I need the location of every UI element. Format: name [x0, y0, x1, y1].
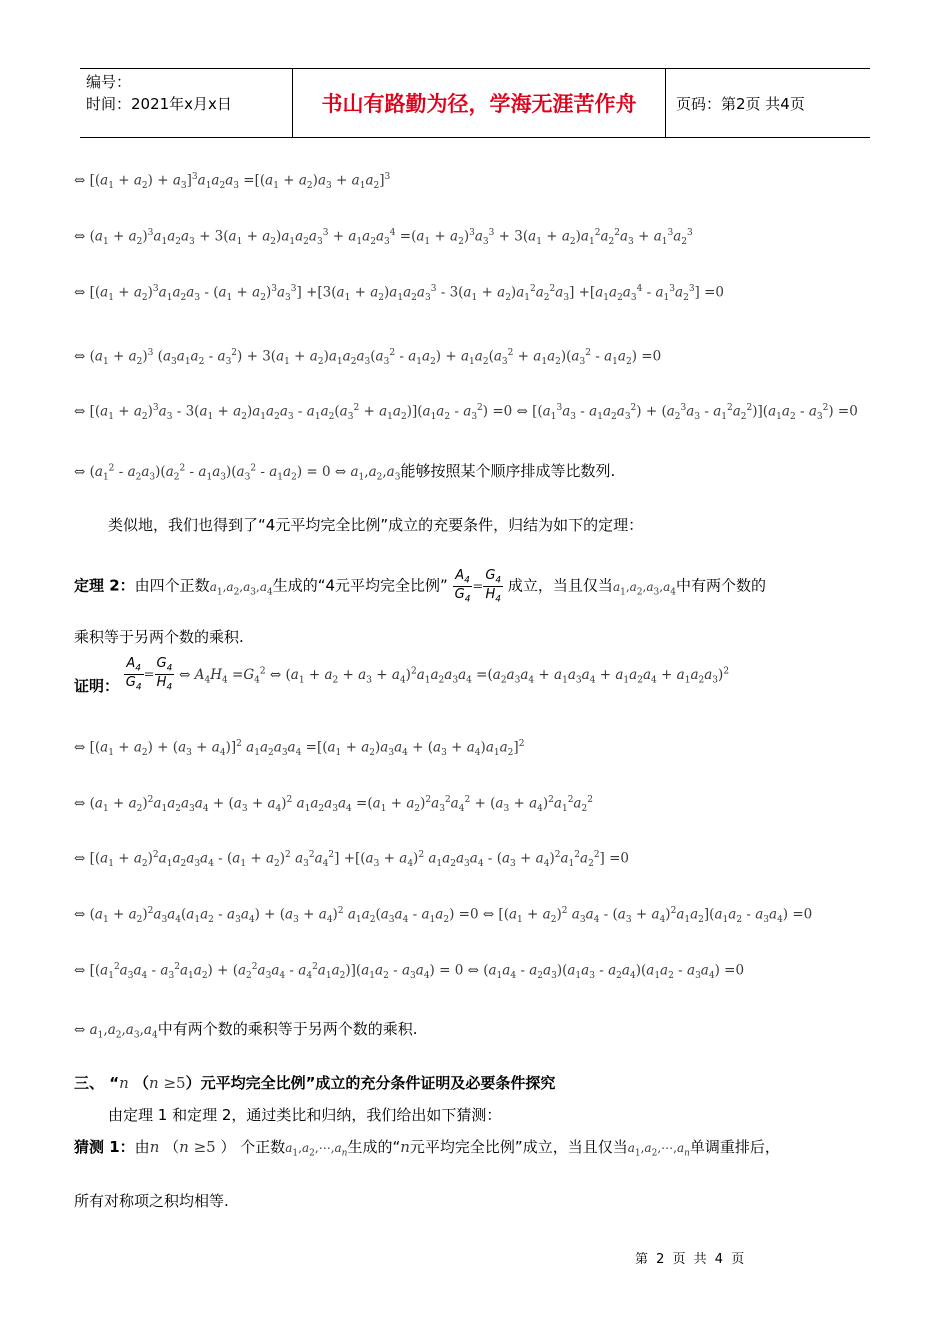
page-footer: 第 2 页 共 4 页	[635, 1252, 747, 1267]
conclusion-tail: 中有两个数的乘积等于另两个数的乘积.	[157, 1020, 418, 1038]
equation-line-3: ⇔ $[(a_1 + a_2)^3a_1a_2a_3 - (a_1 + a_2)^3a_3^3] +[3(a_1 + a_2)a_1a_2a_3^3 - 3(a_1 + a_2)a_1^2a_2^2a_3] +[a_1a_2a_3^4 - a_1^3a_2^3] =0$	[74, 284, 725, 304]
equation-line-4: ⇔ $(a_1 + a_2)^3$ $(a_3a_1a_2 - a_3^2) + 3(a_1 + a_2)a_1a_2a_3(a_3^2 - a_1a_2) + a_1a_2(a_3^2 + a_1a_2)(a_3^2 - a_1a_2) =0$	[74, 348, 662, 368]
time-label: 时间：2021年x月x日	[86, 95, 232, 113]
para-guess-intro: 由定理 1 和定理 2，通过类比和归纳，我们给出如下猜测：	[108, 1106, 502, 1124]
para-similar: 类似地，我们也得到了“4元平均完全比例”成立的充要条件，归结为如下的定理：	[108, 516, 644, 534]
theorem2-continuation: 乘积等于另两个数的乘积.	[74, 628, 244, 646]
equation-line-12: ⇔ $a_1,a_2,a_3,a_4$中有两个数的乘积等于另两个数的乘积.	[74, 1020, 418, 1041]
equation-line-1: ⇔ $[(a_1 + a_2) + a_3]^3a_1a_2a_3 =[(a_1 + a_2)a_3 + a_1a_2]^3$	[74, 172, 391, 192]
header-table	[80, 68, 870, 138]
fraction-G4-H4-proof: $\frac{G_4}{H_4}$	[156, 656, 173, 693]
line6-tail: 能够按照某个顺序排成等比数列.	[400, 462, 616, 480]
guess-1: 猜测 1：由n （n ≥5 ） 个正数$a_1,a_2,\cdots,a_n$生成的“n元平均完全比例”成立，当且仅当$a_1,a_2,\cdots,a_n$单调重排后，	[74, 1138, 780, 1159]
motto: 书山有路勤为径，学海无涯苦作舟	[293, 69, 666, 137]
guess1-label: 猜测 1：	[74, 1138, 135, 1156]
equation-line-10: ⇔ $(a_1 + a_2)^2a_3a_4(a_1a_2 - a_3a_4) + (a_3 + a_4)^2$ $a_1a_2(a_3a_4 - a_1a_2) =0$ ⇔ [$(a_1 + a_2)^2$ $a_3a_4 - (a_3 + a_4)^2a_1a_2](a_1a_2 - a_3a_4) =0$	[74, 906, 813, 926]
equation-line-6: ⇔ $(a_1^2 - a_2a_3)(a_2^2 - a_1a_3)(a_3^2 - a_1a_2) = 0$ ⇔ $a_1,a_2,a_3$能够按照某个顺序排成等比数列.	[74, 462, 616, 483]
guess1-continuation: 所有对称项之积均相等.	[74, 1192, 229, 1210]
equation-line-7: ⇔ $[(a_1 + a_2) + (a_3 + a_4)]^2$ $a_1a_2a_3a_4 =[(a_1 + a_2)a_3a_4 + (a_3 + a_4)a_1a_2]^2$	[74, 739, 525, 759]
header-left-cell	[80, 69, 293, 137]
equation-line-11: ⇔ $[(a_1^2a_3a_4 - a_3^2a_1a_2) + (a_2^2a_3a_4 - a_4^2a_1a_2)](a_1a_2 - a_3a_4) = 0$ ⇔ $(a_1a_4 - a_2a_3)(a_1a_3 - a_2a_4)(a_1a_2 - a_3a_4) =0$	[74, 962, 745, 982]
fraction-A4-G4-proof: $\frac{A_4}{G_4}$	[125, 656, 142, 693]
equation-line-2: ⇔ $(a_1 + a_2)^3a_1a_2a_3 + 3(a_1 + a_2)a_1a_2a_3^3 + a_1a_2a_3^4 =(a_1 + a_2)^3a_3^3 + 3(a_1 + a_2)a_1^2a_2^2a_3 + a_1^3a_2^3$	[74, 228, 693, 248]
theorem-2: 定理 2：由四个正数$a_1,a_2,a_3,a_4$生成的“4元平均完全比例” $\frac{A_4}{G_4}$ = $\frac{G_4}{H_4}$ 成立，当且仅当$a_1,a_2,a_3,a_4$中有两个数的	[74, 568, 766, 605]
page-label: 页码：第2页 共4页	[676, 94, 805, 113]
proof-label: 证明：	[74, 676, 120, 695]
fraction-G4-H4: $\frac{G_4}{H_4}$	[485, 568, 502, 605]
section-3-heading: 三、 “n （n ≥5）元平均完全比例”成立的充分条件证明及必要条件探究	[74, 1074, 556, 1092]
equation-line-5: ⇔ $[(a_1 + a_2)^3a_3 - 3(a_1 + a_2)a_1a_2a_3 - a_1a_2(a_3^2 + a_1a_2)](a_1a_2 - a_3^2) =0$ ⇔ $[(a_1^3a_3 - a_1a_2a_3^2) + (a_2^3a_3 - a_1^2a_2^2)](a_1a_2 - a_3^2) =0$	[74, 403, 858, 423]
proof-line: 证明： $\frac{A_4}{G_4}$ = $\frac{G_4}{H_4}$ ⇔ $A_4H_4 =G_4^2$ ⇔ $(a_1 + a_2 + a_3 + a_4)^2a_1a_2a_3a_4 =(a_2a_3a_4 + a_1a_3a_4 + a_1a_2a_4 + a_1a_2a_3)^2$	[74, 656, 730, 695]
fraction-A4-G4: $\frac{A_4}{G_4}$	[454, 568, 471, 605]
equation-line-9: ⇔ [$(a_1 + a_2)^2a_1a_2a_3a_4 - (a_1 + a_2)^2$ $a_3^2a_4^2] +[(a_3 + a_4)^2$ $a_1a_2a_3a_4 - (a_3 + a_4)^2a_1^2a_2^2] =0$	[74, 850, 630, 870]
equation-line-8: ⇔ $(a_1 + a_2)^2a_1a_2a_3a_4 + (a_3 + a_4)^2$ $a_1a_2a_3a_4 =(a_1 + a_2)^2a_3^2a_4^2 + (a_3 + a_4)^2a_1^2a_2^2$	[74, 795, 593, 815]
theorem2-label: 定理 2：	[74, 576, 135, 595]
number-label: 编号：	[86, 73, 132, 91]
